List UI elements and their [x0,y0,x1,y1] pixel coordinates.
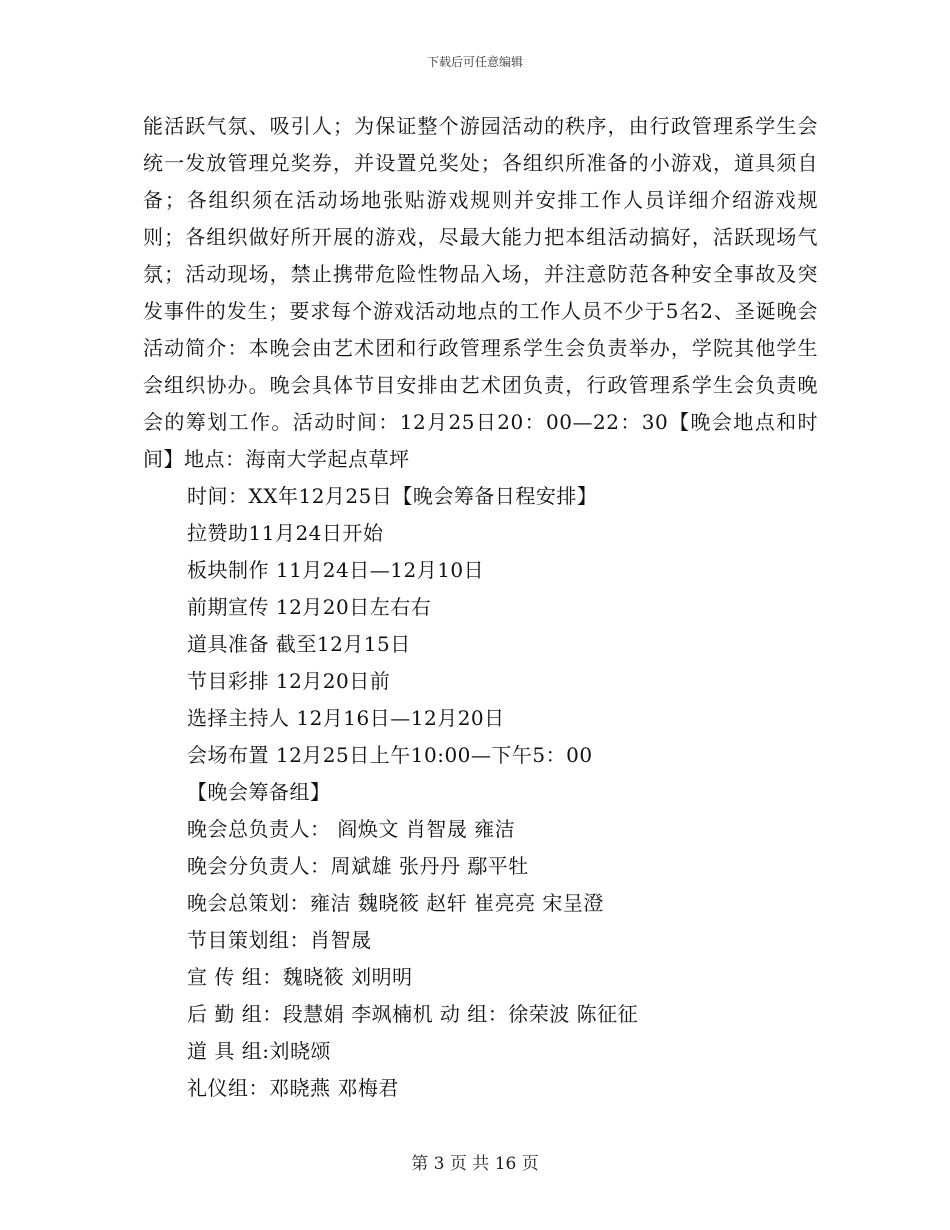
list-item: 时间：XX年12月25日【晚会筹备日程安排】 [187,484,598,508]
list-item: 【晚会筹备组】 [187,780,331,804]
list-item: 晚会总策划：雍洁 魏晓筱 赵轩 崔亮亮 宋呈澄 [187,891,604,915]
schedule-list [143,478,818,1107]
list-item: 板块制作 11月24日—12月10日 [187,558,485,582]
list-item: 晚会总负责人： 阎焕文 肖智晟 雍洁 [187,817,516,841]
list-item: 礼仪组：邓晓燕 邓梅君 [187,1076,399,1100]
list-item: 节目彩排 12月20日前 [187,669,391,693]
list-item: 选择主持人 12月16日—12月20日 [187,706,505,730]
list-item: 宣 传 组：魏晓筱 刘明明 [187,965,413,989]
list-item: 后 勤 组：段慧娟 李飒楠机 动 组：徐荣波 陈征征 [187,1002,639,1026]
document-body [143,108,818,1107]
list-item: 道具准备 截至12月15日 [187,632,411,656]
list-item: 道 具 组:刘晓颂 [187,1039,331,1063]
list-item: 会场布置 12月25日上午10:00—下午5：00 [187,743,593,767]
list-item: 节目策划组：肖智晟 [187,928,372,952]
list-item: 拉赞助11月24日开始 [187,521,384,545]
list-item: 前期宣传 12月20日左右右 [187,595,432,619]
page-footer: 第 3 页 共 16 页 [411,1154,539,1174]
list-item: 晚会分负责人：周斌雄 张丹丹 鄢平牡 [187,854,529,878]
body-paragraph: 能活跃气氛、吸引人；为保证整个游园活动的秩序，由行政管理系学生会统一发放管理兑奖券，并设置兑奖处；各组织所准备的小游戏，道具须自备；各组织须在活动场地张贴游戏规则并安排工作人员详细介绍游戏规则；各组织做好所开展的游戏，尽最大能力把本组活动搞好，活跃现场气氛；活动现场，禁止携带危险性物品入场，并注意防范各种安全事故及突发事件的发生；要求每个游戏活动地点的工作人员不少于5名2、圣诞晚会活动简介：本晚会由艺术团和行政管理系学生会负责举办，学院其他学生会组织协办。晚会具体节目安排由艺术团负责，行政管理系学生会负责晚会的筹划工作。活动时间：12月25日20：00—22：30【晚会地点和时间】地点：海南大学起点草坪 [143,114,818,471]
page-header: 下载后可任意编辑 [426,55,523,69]
